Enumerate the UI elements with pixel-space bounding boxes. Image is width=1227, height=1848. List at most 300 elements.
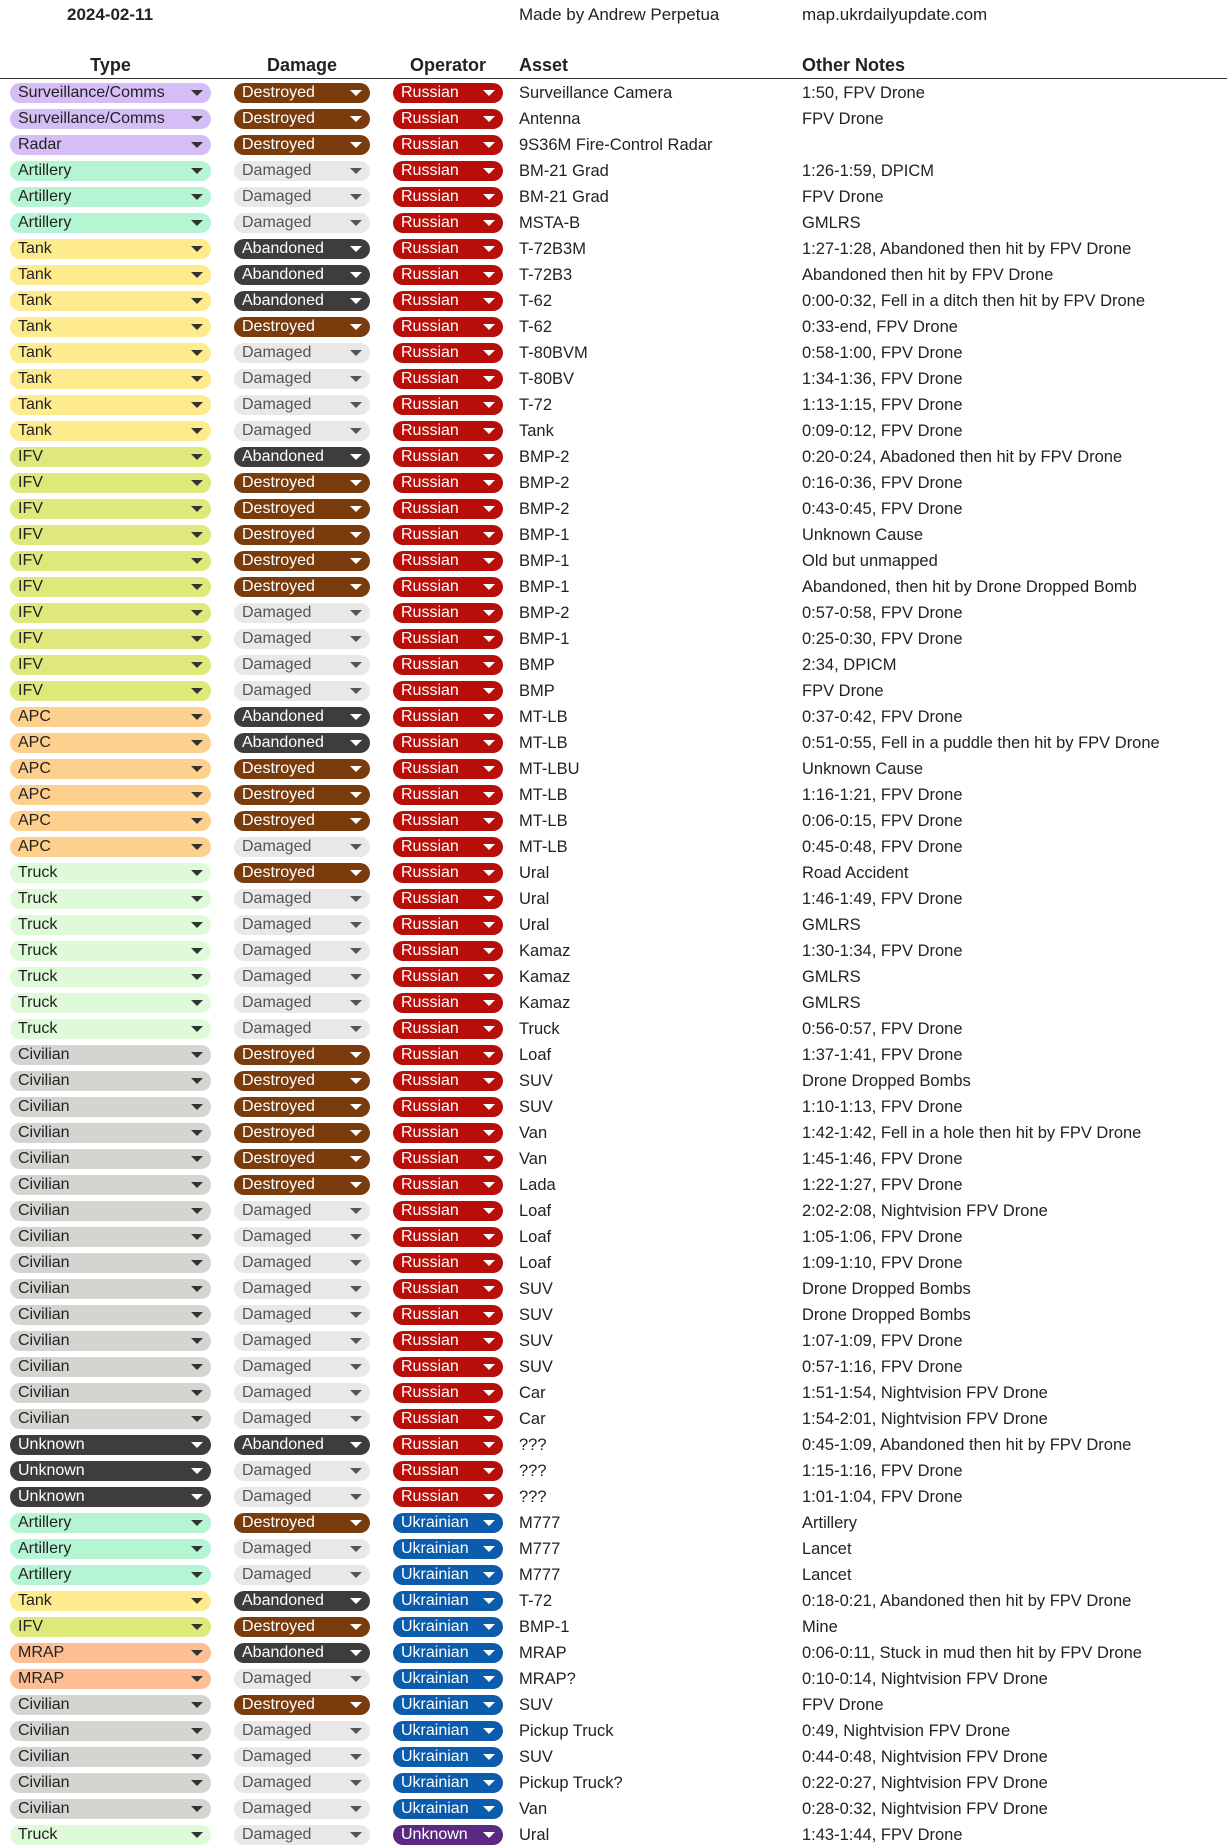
dropdown-arrow-icon[interactable] <box>483 1780 495 1786</box>
dropdown-arrow-icon[interactable] <box>350 1754 362 1760</box>
dropdown-arrow-icon[interactable] <box>483 1598 495 1604</box>
dropdown-arrow-icon[interactable] <box>483 1650 495 1656</box>
damage-dropdown[interactable] <box>234 785 370 805</box>
dropdown-arrow-icon[interactable] <box>483 922 495 928</box>
damage-dropdown[interactable] <box>234 551 370 571</box>
operator-dropdown[interactable] <box>393 1305 503 1325</box>
dropdown-arrow-icon[interactable] <box>483 220 495 226</box>
dropdown-arrow-icon[interactable] <box>483 1156 495 1162</box>
dropdown-arrow-icon[interactable] <box>191 1130 203 1136</box>
dropdown-arrow-icon[interactable] <box>191 558 203 564</box>
dropdown-arrow-icon[interactable] <box>191 870 203 876</box>
dropdown-arrow-icon[interactable] <box>483 1052 495 1058</box>
operator-dropdown[interactable] <box>393 1019 503 1039</box>
operator-dropdown[interactable] <box>393 967 503 987</box>
dropdown-arrow-icon[interactable] <box>483 1364 495 1370</box>
operator-dropdown[interactable] <box>393 785 503 805</box>
dropdown-arrow-icon[interactable] <box>191 1026 203 1032</box>
damage-dropdown[interactable] <box>234 395 370 415</box>
dropdown-arrow-icon[interactable] <box>483 1286 495 1292</box>
dropdown-arrow-icon[interactable] <box>191 1598 203 1604</box>
operator-dropdown[interactable] <box>393 317 503 337</box>
dropdown-arrow-icon[interactable] <box>350 1416 362 1422</box>
operator-dropdown[interactable] <box>393 291 503 311</box>
dropdown-arrow-icon[interactable] <box>350 1156 362 1162</box>
type-dropdown[interactable] <box>10 473 211 493</box>
type-dropdown[interactable] <box>10 369 211 389</box>
type-dropdown[interactable] <box>10 733 211 753</box>
dropdown-arrow-icon[interactable] <box>350 1468 362 1474</box>
type-dropdown[interactable] <box>10 551 211 571</box>
dropdown-arrow-icon[interactable] <box>191 350 203 356</box>
dropdown-arrow-icon[interactable] <box>483 168 495 174</box>
dropdown-arrow-icon[interactable] <box>350 1052 362 1058</box>
operator-dropdown[interactable] <box>393 83 503 103</box>
operator-dropdown[interactable] <box>393 369 503 389</box>
operator-dropdown[interactable] <box>393 265 503 285</box>
damage-dropdown[interactable] <box>234 603 370 623</box>
operator-dropdown[interactable] <box>393 941 503 961</box>
type-dropdown[interactable] <box>10 681 211 701</box>
dropdown-arrow-icon[interactable] <box>350 246 362 252</box>
operator-dropdown[interactable] <box>393 395 503 415</box>
type-dropdown[interactable] <box>10 1591 211 1611</box>
dropdown-arrow-icon[interactable] <box>350 870 362 876</box>
type-dropdown[interactable] <box>10 655 211 675</box>
type-dropdown[interactable] <box>10 1721 211 1741</box>
dropdown-arrow-icon[interactable] <box>483 194 495 200</box>
dropdown-arrow-icon[interactable] <box>350 1494 362 1500</box>
damage-dropdown[interactable] <box>234 109 370 129</box>
type-dropdown[interactable] <box>10 889 211 909</box>
damage-dropdown[interactable] <box>234 343 370 363</box>
dropdown-arrow-icon[interactable] <box>483 1468 495 1474</box>
damage-dropdown[interactable] <box>234 759 370 779</box>
operator-dropdown[interactable] <box>393 1669 503 1689</box>
dropdown-arrow-icon[interactable] <box>191 116 203 122</box>
dropdown-arrow-icon[interactable] <box>483 350 495 356</box>
damage-dropdown[interactable] <box>234 1591 370 1611</box>
dropdown-arrow-icon[interactable] <box>191 766 203 772</box>
damage-dropdown[interactable] <box>234 317 370 337</box>
dropdown-arrow-icon[interactable] <box>191 1624 203 1630</box>
operator-dropdown[interactable] <box>393 499 503 519</box>
dropdown-arrow-icon[interactable] <box>350 532 362 538</box>
operator-dropdown[interactable] <box>393 1227 503 1247</box>
dropdown-arrow-icon[interactable] <box>350 1286 362 1292</box>
type-dropdown[interactable] <box>10 1695 211 1715</box>
type-dropdown[interactable] <box>10 1773 211 1793</box>
dropdown-arrow-icon[interactable] <box>191 1572 203 1578</box>
damage-dropdown[interactable] <box>234 291 370 311</box>
damage-dropdown[interactable] <box>234 733 370 753</box>
dropdown-arrow-icon[interactable] <box>483 1520 495 1526</box>
dropdown-arrow-icon[interactable] <box>350 168 362 174</box>
dropdown-arrow-icon[interactable] <box>191 610 203 616</box>
dropdown-arrow-icon[interactable] <box>483 1416 495 1422</box>
type-dropdown[interactable] <box>10 1435 211 1455</box>
type-dropdown[interactable] <box>10 1175 211 1195</box>
dropdown-arrow-icon[interactable] <box>350 740 362 746</box>
damage-dropdown[interactable] <box>234 1201 370 1221</box>
dropdown-arrow-icon[interactable] <box>483 1806 495 1812</box>
damage-dropdown[interactable] <box>234 1357 370 1377</box>
operator-dropdown[interactable] <box>393 1513 503 1533</box>
dropdown-arrow-icon[interactable] <box>350 1650 362 1656</box>
dropdown-arrow-icon[interactable] <box>350 1338 362 1344</box>
dropdown-arrow-icon[interactable] <box>191 922 203 928</box>
dropdown-arrow-icon[interactable] <box>483 1000 495 1006</box>
operator-dropdown[interactable] <box>393 1721 503 1741</box>
dropdown-arrow-icon[interactable] <box>350 844 362 850</box>
type-dropdown[interactable] <box>10 187 211 207</box>
damage-dropdown[interactable] <box>234 1175 370 1195</box>
operator-dropdown[interactable] <box>393 1643 503 1663</box>
damage-dropdown[interactable] <box>234 447 370 467</box>
dropdown-arrow-icon[interactable] <box>191 740 203 746</box>
type-dropdown[interactable] <box>10 1123 211 1143</box>
dropdown-arrow-icon[interactable] <box>483 272 495 278</box>
dropdown-arrow-icon[interactable] <box>350 948 362 954</box>
damage-dropdown[interactable] <box>234 629 370 649</box>
dropdown-arrow-icon[interactable] <box>350 402 362 408</box>
damage-dropdown[interactable] <box>234 1825 370 1845</box>
dropdown-arrow-icon[interactable] <box>191 896 203 902</box>
damage-dropdown[interactable] <box>234 1019 370 1039</box>
dropdown-arrow-icon[interactable] <box>350 1624 362 1630</box>
dropdown-arrow-icon[interactable] <box>483 974 495 980</box>
dropdown-arrow-icon[interactable] <box>483 1390 495 1396</box>
damage-dropdown[interactable] <box>234 837 370 857</box>
type-dropdown[interactable] <box>10 1227 211 1247</box>
dropdown-arrow-icon[interactable] <box>483 1130 495 1136</box>
damage-dropdown[interactable] <box>234 1045 370 1065</box>
dropdown-arrow-icon[interactable] <box>191 662 203 668</box>
dropdown-arrow-icon[interactable] <box>350 142 362 148</box>
dropdown-arrow-icon[interactable] <box>350 272 362 278</box>
damage-dropdown[interactable] <box>234 1773 370 1793</box>
type-dropdown[interactable] <box>10 1565 211 1585</box>
dropdown-arrow-icon[interactable] <box>350 1078 362 1084</box>
operator-dropdown[interactable] <box>393 1149 503 1169</box>
type-dropdown[interactable] <box>10 1097 211 1117</box>
type-dropdown[interactable] <box>10 967 211 987</box>
damage-dropdown[interactable] <box>234 1513 370 1533</box>
operator-dropdown[interactable] <box>393 109 503 129</box>
dropdown-arrow-icon[interactable] <box>350 1676 362 1682</box>
dropdown-arrow-icon[interactable] <box>483 1026 495 1032</box>
dropdown-arrow-icon[interactable] <box>191 1754 203 1760</box>
operator-dropdown[interactable] <box>393 239 503 259</box>
dropdown-arrow-icon[interactable] <box>350 220 362 226</box>
dropdown-arrow-icon[interactable] <box>350 1728 362 1734</box>
damage-dropdown[interactable] <box>234 1565 370 1585</box>
dropdown-arrow-icon[interactable] <box>191 974 203 980</box>
dropdown-arrow-icon[interactable] <box>350 922 362 928</box>
type-dropdown[interactable] <box>10 1019 211 1039</box>
operator-dropdown[interactable] <box>393 473 503 493</box>
dropdown-arrow-icon[interactable] <box>483 1260 495 1266</box>
dropdown-arrow-icon[interactable] <box>350 688 362 694</box>
dropdown-arrow-icon[interactable] <box>191 818 203 824</box>
damage-dropdown[interactable] <box>234 1097 370 1117</box>
dropdown-arrow-icon[interactable] <box>483 1728 495 1734</box>
damage-dropdown[interactable] <box>234 1409 370 1429</box>
dropdown-arrow-icon[interactable] <box>483 1104 495 1110</box>
type-dropdown[interactable] <box>10 1539 211 1559</box>
damage-dropdown[interactable] <box>234 681 370 701</box>
operator-dropdown[interactable] <box>393 1565 503 1585</box>
dropdown-arrow-icon[interactable] <box>483 1442 495 1448</box>
dropdown-arrow-icon[interactable] <box>191 948 203 954</box>
dropdown-arrow-icon[interactable] <box>191 844 203 850</box>
damage-dropdown[interactable] <box>234 967 370 987</box>
operator-dropdown[interactable] <box>393 1487 503 1507</box>
operator-dropdown[interactable] <box>393 889 503 909</box>
type-dropdown[interactable] <box>10 265 211 285</box>
dropdown-arrow-icon[interactable] <box>350 298 362 304</box>
dropdown-arrow-icon[interactable] <box>350 818 362 824</box>
dropdown-arrow-icon[interactable] <box>483 402 495 408</box>
dropdown-arrow-icon[interactable] <box>350 1780 362 1786</box>
dropdown-arrow-icon[interactable] <box>191 1260 203 1266</box>
dropdown-arrow-icon[interactable] <box>191 1416 203 1422</box>
damage-dropdown[interactable] <box>234 1669 370 1689</box>
damage-dropdown[interactable] <box>234 1747 370 1767</box>
dropdown-arrow-icon[interactable] <box>483 1312 495 1318</box>
type-dropdown[interactable] <box>10 1799 211 1819</box>
dropdown-arrow-icon[interactable] <box>483 480 495 486</box>
type-dropdown[interactable] <box>10 161 211 181</box>
type-dropdown[interactable] <box>10 317 211 337</box>
dropdown-arrow-icon[interactable] <box>483 90 495 96</box>
operator-dropdown[interactable] <box>393 863 503 883</box>
damage-dropdown[interactable] <box>234 1721 370 1741</box>
dropdown-arrow-icon[interactable] <box>350 1000 362 1006</box>
dropdown-arrow-icon[interactable] <box>350 714 362 720</box>
type-dropdown[interactable] <box>10 1747 211 1767</box>
damage-dropdown[interactable] <box>234 499 370 519</box>
damage-dropdown[interactable] <box>234 1071 370 1091</box>
dropdown-arrow-icon[interactable] <box>350 1832 362 1838</box>
dropdown-arrow-icon[interactable] <box>350 662 362 668</box>
damage-dropdown[interactable] <box>234 577 370 597</box>
dropdown-arrow-icon[interactable] <box>191 1312 203 1318</box>
operator-dropdown[interactable] <box>393 577 503 597</box>
dropdown-arrow-icon[interactable] <box>483 298 495 304</box>
dropdown-arrow-icon[interactable] <box>191 688 203 694</box>
dropdown-arrow-icon[interactable] <box>191 1000 203 1006</box>
damage-dropdown[interactable] <box>234 889 370 909</box>
operator-dropdown[interactable] <box>393 1175 503 1195</box>
type-dropdown[interactable] <box>10 577 211 597</box>
type-dropdown[interactable] <box>10 1487 211 1507</box>
operator-dropdown[interactable] <box>393 1123 503 1143</box>
dropdown-arrow-icon[interactable] <box>483 532 495 538</box>
operator-dropdown[interactable] <box>393 551 503 571</box>
dropdown-arrow-icon[interactable] <box>350 792 362 798</box>
dropdown-arrow-icon[interactable] <box>483 558 495 564</box>
dropdown-arrow-icon[interactable] <box>350 896 362 902</box>
dropdown-arrow-icon[interactable] <box>191 506 203 512</box>
dropdown-arrow-icon[interactable] <box>191 792 203 798</box>
operator-dropdown[interactable] <box>393 161 503 181</box>
type-dropdown[interactable] <box>10 1461 211 1481</box>
damage-dropdown[interactable] <box>234 863 370 883</box>
operator-dropdown[interactable] <box>393 1253 503 1273</box>
damage-dropdown[interactable] <box>234 239 370 259</box>
dropdown-arrow-icon[interactable] <box>350 1026 362 1032</box>
damage-dropdown[interactable] <box>234 1227 370 1247</box>
operator-dropdown[interactable] <box>393 993 503 1013</box>
dropdown-arrow-icon[interactable] <box>350 1130 362 1136</box>
dropdown-arrow-icon[interactable] <box>350 194 362 200</box>
damage-dropdown[interactable] <box>234 187 370 207</box>
dropdown-arrow-icon[interactable] <box>483 1182 495 1188</box>
dropdown-arrow-icon[interactable] <box>483 1208 495 1214</box>
dropdown-arrow-icon[interactable] <box>350 454 362 460</box>
dropdown-arrow-icon[interactable] <box>191 272 203 278</box>
operator-dropdown[interactable] <box>393 1279 503 1299</box>
type-dropdown[interactable] <box>10 1331 211 1351</box>
dropdown-arrow-icon[interactable] <box>350 1182 362 1188</box>
dropdown-arrow-icon[interactable] <box>350 1208 362 1214</box>
type-dropdown[interactable] <box>10 239 211 259</box>
dropdown-arrow-icon[interactable] <box>483 1624 495 1630</box>
operator-dropdown[interactable] <box>393 1747 503 1767</box>
dropdown-arrow-icon[interactable] <box>483 584 495 590</box>
damage-dropdown[interactable] <box>234 421 370 441</box>
dropdown-arrow-icon[interactable] <box>350 376 362 382</box>
operator-dropdown[interactable] <box>393 837 503 857</box>
type-dropdown[interactable] <box>10 1279 211 1299</box>
dropdown-arrow-icon[interactable] <box>191 376 203 382</box>
dropdown-arrow-icon[interactable] <box>350 1546 362 1552</box>
dropdown-arrow-icon[interactable] <box>483 1234 495 1240</box>
damage-dropdown[interactable] <box>234 1383 370 1403</box>
damage-dropdown[interactable] <box>234 83 370 103</box>
dropdown-arrow-icon[interactable] <box>483 714 495 720</box>
dropdown-arrow-icon[interactable] <box>191 714 203 720</box>
dropdown-arrow-icon[interactable] <box>191 246 203 252</box>
damage-dropdown[interactable] <box>234 655 370 675</box>
dropdown-arrow-icon[interactable] <box>350 584 362 590</box>
dropdown-arrow-icon[interactable] <box>483 896 495 902</box>
dropdown-arrow-icon[interactable] <box>191 1832 203 1838</box>
damage-dropdown[interactable] <box>234 525 370 545</box>
operator-dropdown[interactable] <box>393 1799 503 1819</box>
operator-dropdown[interactable] <box>393 1331 503 1351</box>
operator-dropdown[interactable] <box>393 1461 503 1481</box>
damage-dropdown[interactable] <box>234 135 370 155</box>
damage-dropdown[interactable] <box>234 1123 370 1143</box>
dropdown-arrow-icon[interactable] <box>483 870 495 876</box>
dropdown-arrow-icon[interactable] <box>483 1078 495 1084</box>
dropdown-arrow-icon[interactable] <box>191 428 203 434</box>
operator-dropdown[interactable] <box>393 525 503 545</box>
damage-dropdown[interactable] <box>234 1305 370 1325</box>
damage-dropdown[interactable] <box>234 811 370 831</box>
operator-dropdown[interactable] <box>393 1097 503 1117</box>
dropdown-arrow-icon[interactable] <box>191 480 203 486</box>
damage-dropdown[interactable] <box>234 265 370 285</box>
type-dropdown[interactable] <box>10 1149 211 1169</box>
damage-dropdown[interactable] <box>234 941 370 961</box>
dropdown-arrow-icon[interactable] <box>191 1364 203 1370</box>
dropdown-arrow-icon[interactable] <box>191 1104 203 1110</box>
dropdown-arrow-icon[interactable] <box>483 1546 495 1552</box>
type-dropdown[interactable] <box>10 1383 211 1403</box>
type-dropdown[interactable] <box>10 707 211 727</box>
dropdown-arrow-icon[interactable] <box>191 1468 203 1474</box>
dropdown-arrow-icon[interactable] <box>350 1520 362 1526</box>
dropdown-arrow-icon[interactable] <box>191 298 203 304</box>
type-dropdown[interactable] <box>10 83 211 103</box>
operator-dropdown[interactable] <box>393 1409 503 1429</box>
type-dropdown[interactable] <box>10 343 211 363</box>
dropdown-arrow-icon[interactable] <box>350 558 362 564</box>
dropdown-arrow-icon[interactable] <box>350 350 362 356</box>
dropdown-arrow-icon[interactable] <box>483 740 495 746</box>
dropdown-arrow-icon[interactable] <box>350 766 362 772</box>
type-dropdown[interactable] <box>10 213 211 233</box>
dropdown-arrow-icon[interactable] <box>483 428 495 434</box>
dropdown-arrow-icon[interactable] <box>191 220 203 226</box>
operator-dropdown[interactable] <box>393 1539 503 1559</box>
dropdown-arrow-icon[interactable] <box>350 428 362 434</box>
type-dropdown[interactable] <box>10 1669 211 1689</box>
dropdown-arrow-icon[interactable] <box>483 636 495 642</box>
dropdown-arrow-icon[interactable] <box>191 1182 203 1188</box>
dropdown-arrow-icon[interactable] <box>350 1234 362 1240</box>
dropdown-arrow-icon[interactable] <box>350 1598 362 1604</box>
dropdown-arrow-icon[interactable] <box>191 90 203 96</box>
dropdown-arrow-icon[interactable] <box>191 1156 203 1162</box>
operator-dropdown[interactable] <box>393 1201 503 1221</box>
dropdown-arrow-icon[interactable] <box>350 1442 362 1448</box>
type-dropdown[interactable] <box>10 785 211 805</box>
dropdown-arrow-icon[interactable] <box>483 948 495 954</box>
type-dropdown[interactable] <box>10 629 211 649</box>
dropdown-arrow-icon[interactable] <box>191 532 203 538</box>
dropdown-arrow-icon[interactable] <box>350 1312 362 1318</box>
dropdown-arrow-icon[interactable] <box>191 168 203 174</box>
dropdown-arrow-icon[interactable] <box>350 480 362 486</box>
type-dropdown[interactable] <box>10 759 211 779</box>
dropdown-arrow-icon[interactable] <box>191 402 203 408</box>
dropdown-arrow-icon[interactable] <box>483 324 495 330</box>
damage-dropdown[interactable] <box>234 1643 370 1663</box>
dropdown-arrow-icon[interactable] <box>191 1286 203 1292</box>
dropdown-arrow-icon[interactable] <box>191 142 203 148</box>
dropdown-arrow-icon[interactable] <box>350 324 362 330</box>
dropdown-arrow-icon[interactable] <box>191 324 203 330</box>
damage-dropdown[interactable] <box>234 213 370 233</box>
dropdown-arrow-icon[interactable] <box>483 844 495 850</box>
operator-dropdown[interactable] <box>393 733 503 753</box>
dropdown-arrow-icon[interactable] <box>483 792 495 798</box>
dropdown-arrow-icon[interactable] <box>191 194 203 200</box>
type-dropdown[interactable] <box>10 1825 211 1845</box>
dropdown-arrow-icon[interactable] <box>191 584 203 590</box>
dropdown-arrow-icon[interactable] <box>191 454 203 460</box>
type-dropdown[interactable] <box>10 395 211 415</box>
type-dropdown[interactable] <box>10 447 211 467</box>
dropdown-arrow-icon[interactable] <box>350 1806 362 1812</box>
type-dropdown[interactable] <box>10 135 211 155</box>
operator-dropdown[interactable] <box>393 1383 503 1403</box>
dropdown-arrow-icon[interactable] <box>191 1780 203 1786</box>
